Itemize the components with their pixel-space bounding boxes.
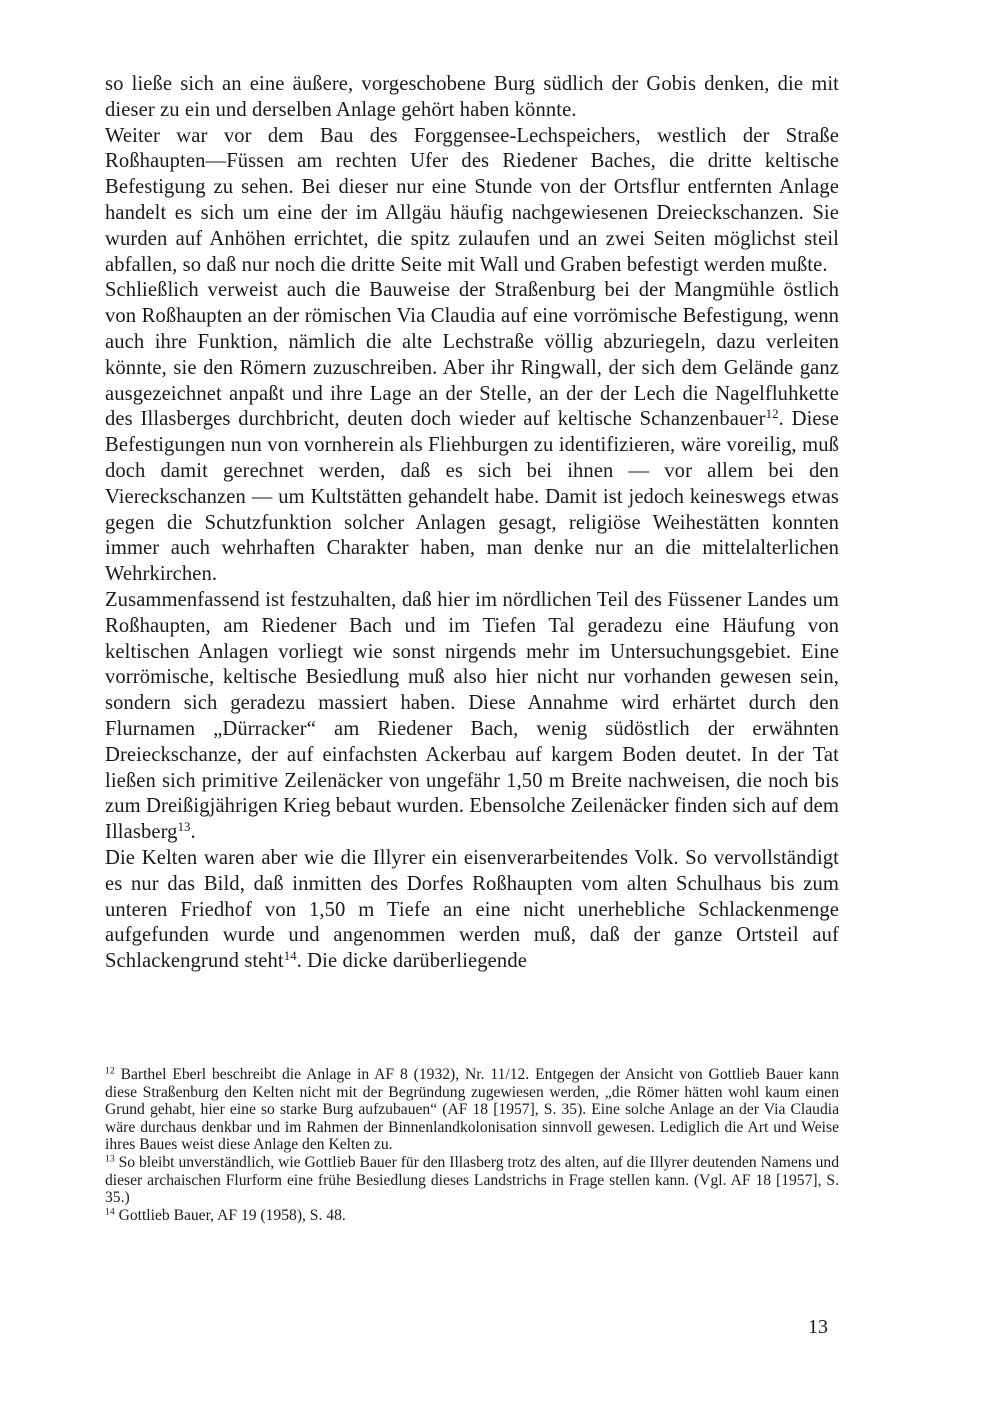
footnote	[105, 1154, 839, 1207]
paragraph-text: Schließlich verweist auch die Bauweise der Straßenburg bei der Mangmühle östlich von Roßhaupten an der römischen Via Claudia auf eine vorrömische Befestigung, wenn auch ihre Funktion, nämlich die alte Lechstraße völlig abzuriegeln, dazu verleiten könnte, sie den Römern zuzuschreiben. Aber ihr Ringwall, der sich dem Gelände ganz ausgezeichnet anpaßt und ihre Lage an der Stelle, an der der Lech die Nagelfluhkette des Illasberges durchbricht, deuten doch wieder auf keltische Schanzenbauer	[105, 279, 839, 431]
paragraph-text: Weiter war vor dem Bau des Forggensee-Lechspeichers, westlich der Straße Roßhaupten—Füssen am rechten Ufer des Riedener Baches, die dritte keltische Befestigung zu sehen. Bei dieser nur eine Stunde von der Ortsflur entfernten Anlage handelt es sich um eine der im Allgäu häufig nachgewiesenen Dreieckschanzen. Sie wurden auf Anhöhen errichtet, die spitz zulaufen und an zwei Seiten möglichst steil abfallen, so daß nur noch die dritte Seite mit Wall und Graben befestigt werden mußte.	[105, 124, 839, 276]
footnote	[105, 1207, 839, 1225]
paragraph-text: so ließe sich an eine äußere, vorgeschobene Burg südlich der Gobis denken, die mit dieser zu ein und derselben Anlage gehört haben könnte.	[105, 73, 839, 121]
paragraph	[105, 846, 839, 975]
paragraph-text: . Diese Befestigungen nun von vornherein als Fliehburgen zu identifizieren, wäre voreilig, muß doch damit gerechnet werden, daß es sich bei ihnen — vor allem bei den Viereckschanzen — um Kultstätten gehandelt habe. Damit ist jedoch keineswegs etwas gegen die Schutzfunktion solcher Anlagen gesagt, religiöse Weihestätten konnten immer auch wehrhaften Charakter haben, man denke nur an die mittelalterlichen Wehrkirchen.	[105, 408, 840, 586]
paragraph-text: .	[190, 821, 196, 844]
footnote-number: 12	[105, 1065, 115, 1077]
footnote-number: 14	[105, 1206, 115, 1218]
paragraph	[105, 124, 839, 279]
footnotes-section	[105, 1066, 839, 1224]
paragraph-text: Zusammenfassend ist festzuhalten, daß hier im nördlichen Teil des Füssener Landes um Roßhaupten, am Riedener Bach und im Tiefen Tal geradezu eine Häufung von keltischen Anlagen vorliegt wie sonst nirgends mehr im Untersuchungsgebiet. Eine vorrömische, keltische Besiedlung muß also hier nicht nur vorhanden gewesen sein, sondern sich geradezu massiert haben. Diese Annahme wird erhärtet durch den Flurnamen „Dürracker“ am Riedener Bach, wenig südöstlich der erwähnten Dreieckschanze, der auf einfachsten Ackerbau auf kargem Boden deutet. In der Tat ließen sich primitive Zeilenäcker von ungefähr 1,50 m Breite nachweisen, die noch bis zum Dreißigjährigen Krieg bebaut wurden. Ebensolche Zeilenäcker finden sich auf dem Illasberg	[105, 588, 839, 844]
footnote-text: So bleibt unverständlich, wie Gottlieb Bauer für den Illasberg trotz des alten, auf die Illyrer deutenden Namens und dieser archaischen Flurform eine frühe Besiedlung dieses Landstrichs in Frage stellen kann. (Vgl. AF 18 [1957], S. 35.)	[105, 1153, 839, 1207]
footnote-reference: 12	[765, 407, 779, 422]
paragraph	[105, 278, 839, 588]
footnote-text: Gottlieb Bauer, AF 19 (1958), S. 48.	[118, 1206, 346, 1224]
footnote-text: Barthel Eberl beschreibt die Anlage in AF 8 (1932), Nr. 11/12. Entgegen der Ansicht von Gottlieb Bauer kann diese Straßenburg den Kelten nicht mit der Begründung zugewiesen werden, „die Römer hätten wohl kaum einen Grund gehabt, hier eine so starke Burg aufzubauen“ (AF 18 [1957], S. 35). Eine solche Anlage an der Via Claudia wäre durchaus denkbar und im Rahmen der Binnenlandkolonisation sinnvoll gewesen. Lediglich die Art und Weise ihres Baues weist diese Anlage den Kelten zu.	[105, 1066, 839, 1154]
footnote-reference: 13	[177, 820, 191, 835]
paragraph	[105, 588, 839, 846]
page-number: 13	[808, 1316, 828, 1338]
paragraph	[105, 72, 839, 124]
paragraph-text: . Die dicke darüberliegende	[296, 950, 527, 973]
footnote	[105, 1066, 839, 1154]
body-text	[105, 72, 839, 975]
footnote-number: 13	[105, 1153, 115, 1165]
footnote-reference: 14	[283, 949, 297, 964]
paragraph-text: Die Kelten waren aber wie die Illyrer ein eisenverarbeitendes Volk. So vervollständigt es nur das Bild, daß inmitten des Dorfes Roßhaupten vom alten Schulhaus bis zum unteren Friedhof von 1,50 m Tiefe an eine nicht unerhebliche Schlackenmenge aufgefunden wurde und angenommen werden muß, daß der ganze Ortsteil auf Schlackengrund steht	[105, 846, 839, 973]
page-body	[105, 72, 839, 975]
